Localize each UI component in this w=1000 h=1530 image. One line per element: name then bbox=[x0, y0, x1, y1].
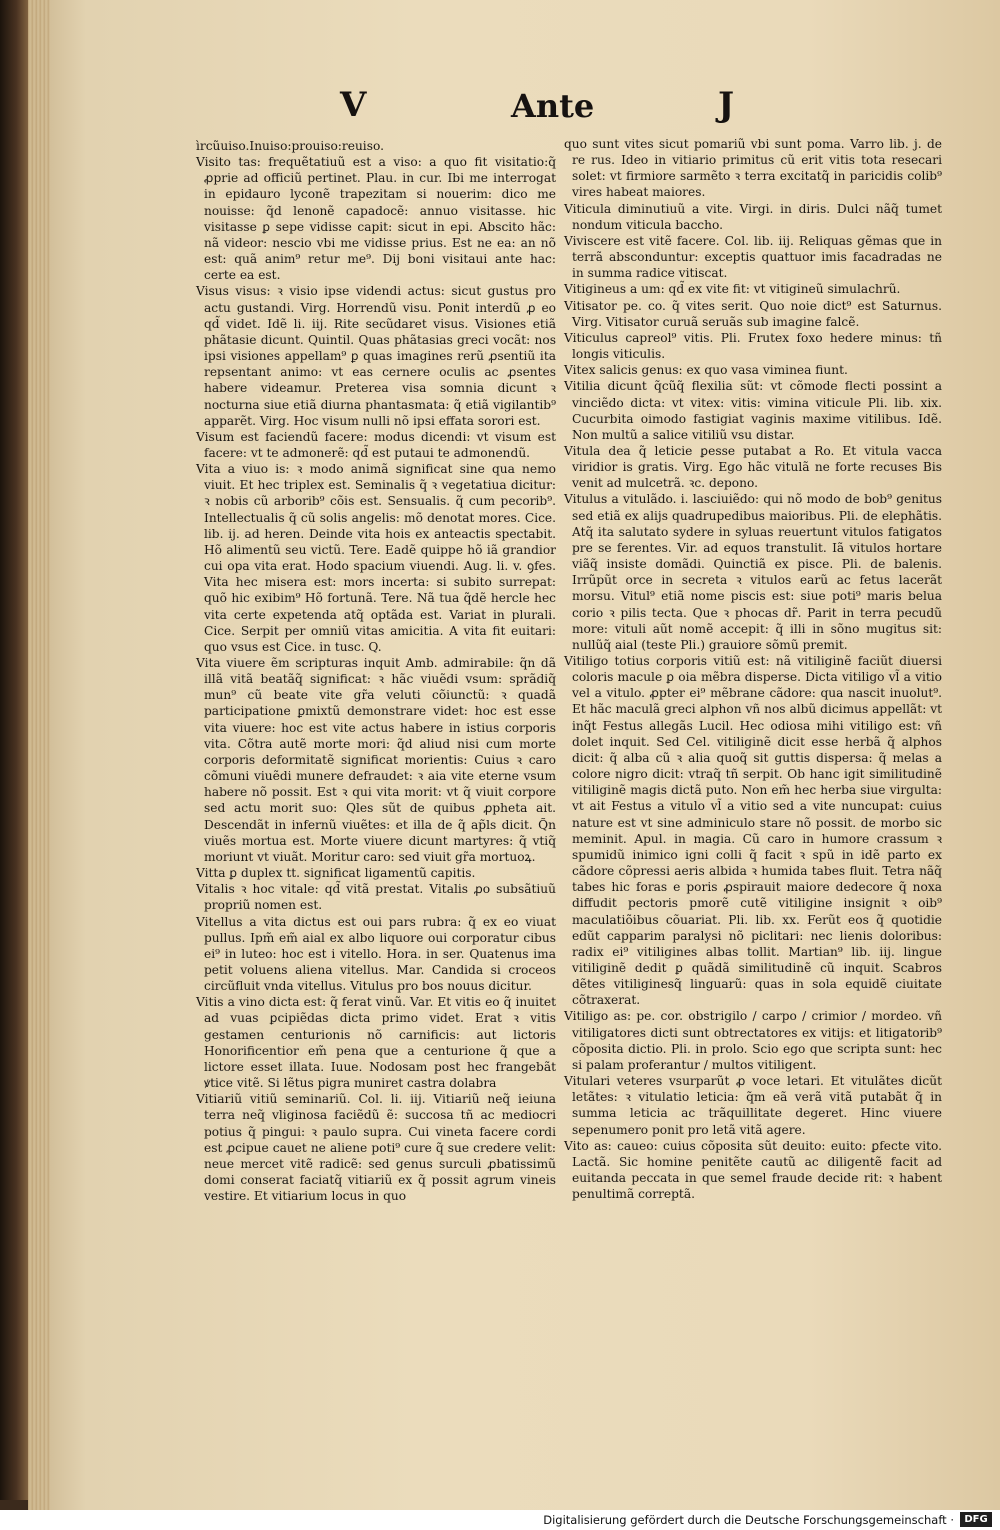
entry: Vita a viuo is: ꝛ modo animã significat sine qua nemo viuit. Et hec triplex est. Seminalis q̃ ꝛ vegetatiua dicitur: ꝛ nobis cũ arborib⁹ cõis est. Sensualis. q̃ cum pecorib⁹. Intellectualis q̃ cũ solis angelis: mõ denotat mores. Cice. lib. ij. ad heren. Deinde vita hois ex anteactis spectabit. Hõ alimentũ seu victũ. Tere. Eadẽ quippe hõ iã grandior cui opa vita erat. Hodo spacium viuendi. Aug. li. v. ꝯfes. Vita hec misera est: mors incerta: si subito surrepat: quõ hic exibim⁹ Hõ fortunã. Tere. Nã tua q̃dẽ hercle hec vita certe expetenda atq̃ optãda est. Variat in plurali. Cice. Serpit per omniũ vitas amicitia. A vita fit euitari: quo vsus est Cice. in tusc. Q. bbox=[196, 462, 556, 654]
text-column-left bbox=[196, 138, 556, 1204]
entry: Visum est faciendũ facere: modus dicendi: vt visum est facere: vt te admonerẽ: qd̃ est putaui te admonendũ. bbox=[196, 429, 556, 460]
entry: Vitula dea q̃ leticie ꝑesse putabat a Ro. Et vitula vacca viridior is gratis. Virg. Ego hãc vitulã ne forte recuses Bis venit ad mulcetrã. ꝛc. depono. bbox=[564, 443, 942, 491]
header-right-letter: J bbox=[718, 85, 735, 125]
entry: Vitellus a vita dictus est oui pars rubra: q̃ ex eo viuat pullus. Ipm̃ em̃ aial ex albo liquore oui corporatur cibus ei⁹ in luteo: hoc est i vitello. Hora. in ser. Quatenus ima petit voluens aliena vitellus. Mar. Candida si croceos circũfluit vnda vitellus. Vitulus pro bos nouus dicitur. bbox=[196, 914, 556, 994]
book-spine bbox=[0, 0, 30, 1500]
entry: Vitalis ꝛ hoc vitale: qd̃ vitã prestat. Vitalis ꝓo subsãtiuũ propriũ nomen est. bbox=[196, 882, 556, 913]
header-title: Ante bbox=[511, 87, 595, 125]
entry: Vitiariũ vitiũ seminariũ. Col. li. iij. Vitiariũ neq̃ ieiuna terra neq̃ vliginosa faciẽdũ ẽ: succosa tñ ac mediocri potius q̃ pingui: ꝛ paulo supra. Cui vineta facere cordi est ꝓcipue cauet ne aliene poti⁹ cure q̃ sue credere velit: neue mercet vitẽ radicẽ: sed genus surculi ꝓbatissimũ domi conserat faciatq̃ vitiariũ ex q̃ possit agrum vineis vestire. Et vitiarium locus in quo bbox=[196, 1092, 556, 1204]
entry: Vitisator pe. co. q̃ vites serit. Quo noie dict⁹ est Saturnus. Virg. Vitisator curuã seruãs sub imagine falcẽ. bbox=[564, 298, 942, 329]
entry: Vitis a vino dicta est: q̃ ferat vinũ. Var. Et vitis eo q̃ inuitet ad vuas ꝑcipiẽdas dicta primo videt. Erat ꝛ vitis gestamen centurionis nõ carnificis: aut lictoris Honorificentior em̃ pena que a centurione q̃ que a lictore esset illata. Iuue. Nodosam post hec frangebãt ꝟtice vitẽ. Si lẽtus pigra muniret castra dolabra bbox=[196, 995, 556, 1091]
entry: Vitiligo as: pe. cor. obstrigilo / carpo / crimior / mordeo. vñ vitiligatores dicti sunt obtrectatores ex vitijs: et litigatorib⁹ cõposita dictio. Pli. in prolo. Scio ego que scripta sunt: hec si palam proferantur / multos vitiligent. bbox=[564, 1009, 942, 1072]
entry: Visus visus: ꝛ visio ipse videndi actus: sicut gustus pro actu gustandi. Virg. Horrendũ visu. Ponit interdũ ꝓ eo qd̃ videt. Idẽ li. iij. Rite secũdaret visus. Visiones etiã phãtasie dicunt. Quintil. Quas phãtasias greci vocãt: nos ipsi visiones appellam⁹ ꝑ quas imagines rerũ ꝓsentiũ ita repsentant animo: vt eas cernere oculis ac ꝓsentes habere videamur. Preterea visa somnia dicunt ꝛ nocturna siue etiã diurna phantasmata: q̃ etiã vigilantib⁹ apparẽt. Virg. Hoc visum nulli nõ ipsi effata sorori est. bbox=[196, 284, 556, 428]
book-page bbox=[28, 0, 1000, 1510]
entry: ìrcũuiso.Inuiso:prouiso:reuiso. bbox=[196, 139, 384, 153]
page-edge bbox=[28, 0, 50, 1510]
entry: Vitilia dicunt q̃cũq̃ flexilia sũt: vt cõmode flecti possint a vinciẽdo dicta: vt vitex: vitis: vimina viticule Pli. lib. xix. Cucurbita oimodo fastigiat vaginis maxime vitilibus. Idẽ. Non multũ a salice vitiliũ vsu distar. bbox=[564, 379, 942, 442]
header-left-letter: V bbox=[340, 85, 367, 125]
entry: Vitta ꝑ duplex tt. significat ligamentũ capitis. bbox=[196, 866, 476, 881]
entry: Vitigineus a um: qd̃ ex vite fit: vt vitigineũ simulachrũ. bbox=[564, 282, 901, 297]
entry: Vita viuere ẽm scripturas inquit Amb. admirabile: q̃n dã illã vitã beatãq̃ significat: ꝛ hãc viuẽdi vsum: sprãdiq̃ mun⁹ cũ beate vite gr̃a veluti cõiunctũ: ꝛ quadã participatione ꝑmixtũ demonstrare videt: hoc est esse vita viuere: hoc est vite actus habere in istius corporis vita. Cõtra autẽ morte mori: q̃d aliud nisi cum morte corporis deformitatẽ significat morientis: Cuius ꝛ caro cõmuni viuẽdi munere defraudet: ꝛ aia vite eterne vsum habere nõ possit. Est ꝛ qui vita morit: vt q̃ viuit corpore sed actu morit suo: Qles sũt de quibus ꝓpheta ait. Descendãt in infernũ viuẽtes: et illa de q̃ ap̃ls dicit. Q̃n viuẽs mortua est. Morte viuere dicunt martyres: q̃ vtiq̃ moriunt vt viuãt. Moritur caro: sed viuit gr̃a mortuoꝝ. bbox=[196, 656, 556, 864]
entry: Visito tas: frequẽtatiuũ est a viso: a quo fit visitatio:q̃ ꝓprie ad officiũ pertinet. Plau. in cur. Ibi me interrogat in epidauro lyconẽ trapezitam si nouerim: dico me nouisse: q̃d lenonẽ capadocẽ: annuo visitasse. hic visitasse ꝑ sepe vidisse capit: sicut in epi. Abscito hãc: nã videor: nescio vbi me vidisse prius. Est ne ea: an nõ est: quã anim⁹ retur me⁹. Dij boni visitaui ante hac: certe ea est. bbox=[196, 155, 556, 283]
entry: Viticulus capreol⁹ vitis. Pli. Frutex foxo hedere minus: tñ longis viticulis. bbox=[564, 330, 942, 362]
entry: Vitiligo totius corporis vitiũ est: nã vitiliginẽ faciũt diuersi coloris macule ꝑ oia mẽbra disperse. Dicta vitiligo vl̃ a vitio vel a vitulo. ꝓpter ei⁹ mẽbrane cãdore: qua nascit inuolut⁹. Et hãc maculã greci alphon vñ nos albũ dicimus appellãt: vt inq̃t Festus allegãs Lucil. Hec odiosa mihi vitiligo est: vñ dolet inquit. Sed Cel. vitiliginẽ dicit esse herbã q̃ alphos dicit: q̃ alba cũ ꝛ alia quoq̃ sit guttis dispersa: q̃ melas a colore nigro dicit: vtraq̃ tñ serpit. Ob hanc igit similitudinẽ vitiliginẽ magis dictã puto. Non em̃ hec herba siue virgulta: vt ait Festus a vitulo vl̃ a vitio sed a vite nuncupat: cuius nature est vt sine adminiculo stare nõ possit. de morbo sic meminit. Apul. in magia. Cũ caro in humore crassum ꝛ spumidũ inimico igni colli q̃ facit ꝛ spũ in idẽ parto ex cãdore cõpressi aeris albida ꝛ humida tabes fluit. Tetra nãq̃ tabes hic foras e poris ꝓspirauit maiore dedecore q̃ noxa diffudit pectoris pmorẽ cutẽ vitiligine insignit ꝛ oib⁹ maculatiõibus cõuariat. Pli. lib. xx. Ferũt eos q̃ quotidie edũt capparim paralysi nõ piclitari: nec lienis doloribus: radix ei⁹ vitiligines albas tollit. Martian⁹ lib. iij. lingue vitiliginẽ dedit ꝑ quãdã similitudinẽ cũ inquit. Scabros dẽtes vitiliginesq̃ linguarũ: quas in sola equidẽ ciuitate cõtraxerat. bbox=[564, 654, 942, 1008]
entry: Vito as: caueo: cuius cõposita sũt deuito: euito: ꝑfecte vito. Lactã. Sic homine penitẽte cautũ ac diligentẽ facit ad euitanda peccata in que semel fraude decide rit: ꝛ habent penultimã correptã. bbox=[564, 1138, 942, 1202]
digitization-credit: Digitalisierung gefördert durch die Deutsche Forschungsgemeinschaft · bbox=[543, 1513, 954, 1527]
entry: Viviscere est vitẽ facere. Col. lib. iij. Reliquas gẽmas que in terrã absconduntur: exceptis quattuor imis facadradas ne in summa radice vitiscat. bbox=[564, 233, 942, 281]
entry: quo sunt vites sicut pomariũ vbi sunt poma. Varro lib. j. de re rus. Ideo in vitiario primitus cũ erit vitis tota resecari solet: vt firmiore sarmẽto ꝛ terra excitatq̃ in paricidis colib⁹ vires habeat maiores. bbox=[564, 137, 942, 200]
entry: Vitulus a vitulãdo. i. lasciuiẽdo: qui nõ modo de bob⁹ genitus sed etiã ex alijs quadrupedibus maioribus. Pli. de elephãtis. Atq̃ ita salutato sydere in syluas reuertunt vitulos fatigatos pre se ferentes. Vir. ad equos transtulit. Iã vitulos hortare viãq̃ insiste domãdi. Quinctiã ex pisce. Pli. de balenis. Irrũpũt orce in secreta ꝛ vitulos earũ ac fetus lacerãt morsu. Vitul⁹ etiã nome piscis est: siue poti⁹ maris belua corio ꝛ pilis tecta. Que ꝛ phocas dr̃. Parit in terra pecudũ more: vituli aũt nomẽ accepit: q̃ illi in sõno mugitus sit: nullũq̃ aial (teste Pli.) grauiore sõmũ premit. bbox=[564, 492, 942, 652]
dfg-logo: DFG bbox=[960, 1512, 992, 1527]
entry: Vitulari veteres vsurparũt ꝓ voce letari. Et vitulãtes dicũt letãtes: ꝛ vitulatio leticia: q̃m eã verã vitã putabãt q̃ in summa leticia ac trãquillitate degeret. Hinc viuere sepenumero ponit pro letã vitã agere. bbox=[564, 1074, 942, 1137]
entry: Viticula diminutiuũ a vite. Virgi. in diris. Dulci nãq̃ tumet nondum viticula baccho. bbox=[564, 201, 942, 232]
text-column-right bbox=[564, 136, 942, 1202]
entry: Vitex salicis genus: ex quo vasa viminea fiunt. bbox=[564, 363, 848, 378]
running-header bbox=[28, 85, 1000, 135]
